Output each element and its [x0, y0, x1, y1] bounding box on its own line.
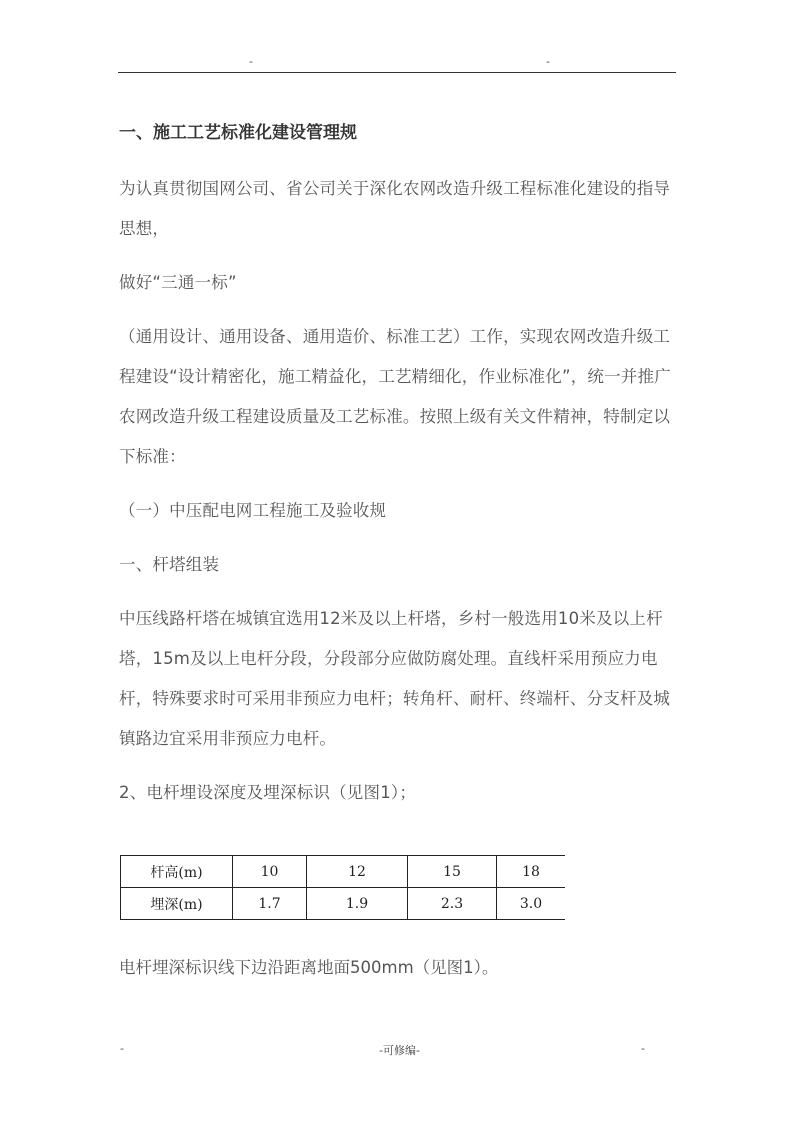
table-row — [121, 856, 566, 888]
table-cell: 3.0 — [497, 888, 566, 920]
table-cell: 15 — [408, 856, 497, 888]
footer-right-mark: - — [641, 1042, 645, 1055]
subsection-title: （一）中压配电网工程施工及验收规 — [119, 501, 387, 520]
item-title: 一、杆塔组装 — [119, 555, 220, 574]
pole-depth-table — [120, 855, 565, 920]
table-cell: 12 — [307, 856, 408, 888]
document-body — [119, 113, 679, 813]
table-cell: 埋深(m) — [121, 888, 233, 920]
header-left-mark: - — [249, 55, 253, 68]
section-heading: 一、施工工艺标准化建设管理规 — [119, 123, 357, 143]
paragraph-intro: 为认真贯彻国网公司、省公司关于深化农网改造升级工程标准化建设的指导思想， — [119, 179, 671, 238]
paragraph-burial-depth: 2、电杆埋设深度及埋深标识（见图1）； — [119, 783, 417, 802]
table-cell: 2.3 — [408, 888, 497, 920]
paragraph-santong: 做好“三通一标” — [119, 273, 237, 292]
paragraph-marker-line: 电杆埋深标识线下边沿距离地面500mm（见图1）。 — [119, 958, 499, 977]
header-rule — [118, 72, 676, 73]
paragraph-pole-selection: 中压线路杆塔在城镇宜选用12米及以上杆塔，乡村一般选用10米及以上杆塔，15m及以上电杆分段，分段部分应做防腐处理。直线杆采用预应力电杆，特殊要求时可采用非预应力电杆；转角杆、耐杆、终端杆、分支杆及城镇路边宜采用非预应力电杆。 — [119, 609, 671, 748]
table-row — [121, 888, 566, 920]
table-cell: 杆高(m) — [121, 856, 233, 888]
table-cell: 1.7 — [233, 888, 307, 920]
paragraph-standards: （通用设计、通用设备、通用造价、标准工艺）工作，实现农网改造升级工程建设“设计精密化，施工精益化，工艺精细化，作业标准化”，统一并推广农网改造升级工程建设质量及工艺标准。按照上级有关文件精神，特制定以下标准： — [119, 327, 671, 466]
footer-editable-label: -可修编- — [379, 1044, 420, 1057]
table-cell: 18 — [497, 856, 566, 888]
header-right-mark: - — [546, 55, 550, 68]
table-cell: 1.9 — [307, 888, 408, 920]
footer-left-mark: - — [120, 1042, 124, 1055]
table-cell: 10 — [233, 856, 307, 888]
